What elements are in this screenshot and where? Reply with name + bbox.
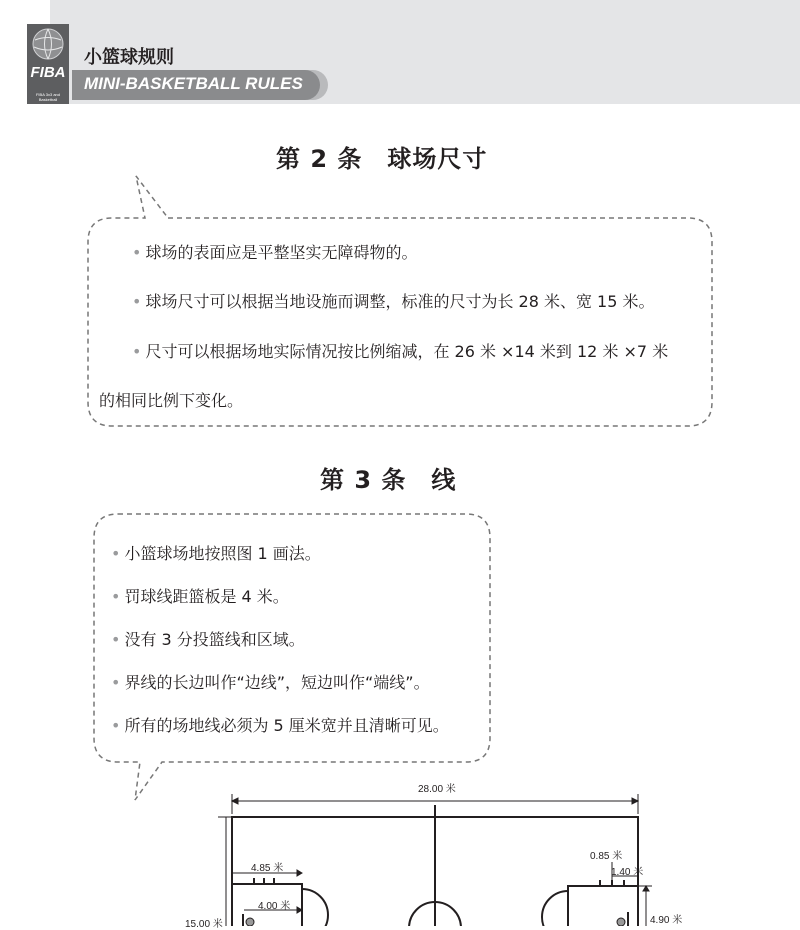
bullet: • — [132, 342, 142, 361]
section2-item-text: 球场的表面应是平整坚实无障碍物的。 — [145, 243, 418, 262]
width-label: 15.00 米 — [185, 919, 223, 930]
header-title-en: MINI-BASKETBALL RULES — [84, 74, 303, 93]
bullet: • — [111, 716, 121, 735]
logo-text: FIBA — [30, 64, 66, 81]
section2-continuation: 的相同比例下变化。 — [99, 391, 244, 410]
length-arrow-right — [632, 798, 638, 804]
section3-item-text: 没有 3 分投篮线和区域。 — [124, 630, 305, 649]
right-hoop — [617, 918, 625, 926]
header-title-cn: 小篮球规则 — [84, 47, 174, 68]
section3-item-text: 小篮球场地按照图 1 画法。 — [124, 544, 321, 563]
dim-490-arrow — [643, 886, 649, 891]
length-label: 28.00 米 — [418, 784, 456, 795]
section3-item-text: 界线的长边叫作“边线”，短边叫作“端线”。 — [124, 673, 430, 692]
bullet: • — [111, 544, 121, 563]
bullet: • — [111, 673, 121, 692]
section2-item-text: 球场尺寸可以根据当地设施而调整，标准的尺寸为长 28 米、宽 15 米。 — [145, 292, 655, 311]
bullet: • — [111, 630, 121, 649]
key-width-arrow — [297, 870, 302, 876]
label-085: 0.85 米 — [590, 851, 623, 862]
section2-item-text: 尺寸可以根据场地实际情况按比例缩减，在 26 米 ×14 米到 12 米 ×7 米 — [145, 342, 669, 361]
label-140: 1.40 米 — [611, 867, 644, 878]
right-key-arc — [542, 891, 568, 926]
section3-item-text: 罚球线距篮板是 4 米。 — [124, 587, 289, 606]
section3-title: 第 3 条 线 — [320, 466, 457, 494]
length-arrow-left — [232, 798, 238, 804]
left-hoop — [246, 918, 254, 926]
left-key-arc — [302, 889, 328, 926]
free-throw-label: 4.00 米 — [258, 901, 291, 912]
bullet: • — [111, 587, 121, 606]
section2-title: 第 2 条 球场尺寸 — [276, 145, 488, 173]
bullet: • — [132, 243, 142, 262]
logo-subtext: FIBA 3x3 and Basketball — [35, 92, 60, 102]
bullet: • — [132, 292, 142, 311]
label-490: 4.90 米 — [650, 915, 683, 926]
key-width-label: 4.85 米 — [251, 863, 284, 874]
section3-item-text: 所有的场地线必须为 5 厘米宽并且清晰可见。 — [124, 716, 449, 735]
